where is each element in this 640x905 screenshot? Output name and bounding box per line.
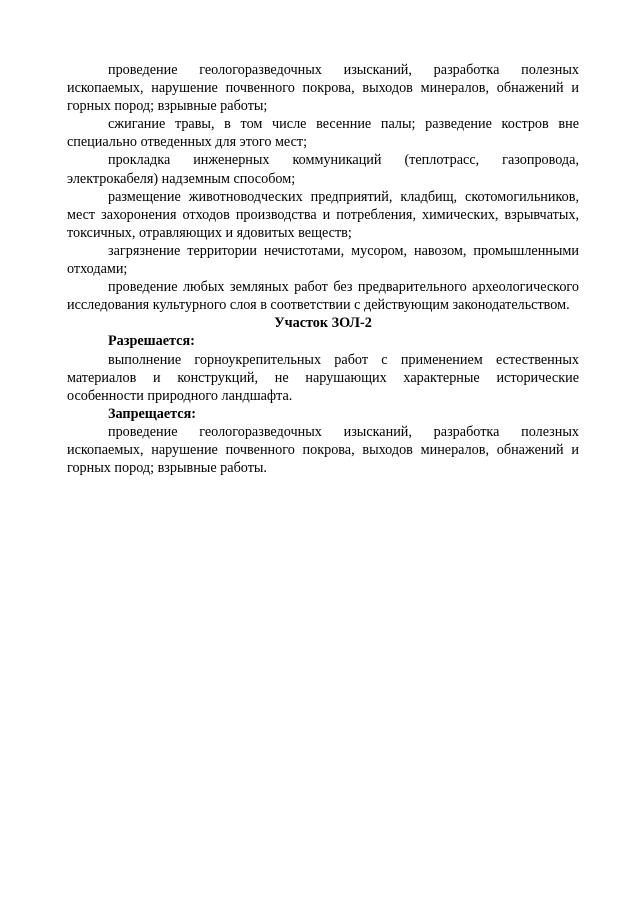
prohibition-pollution: загрязнение территории нечистотами, мусором, навозом, промышленными отходами; <box>67 242 579 278</box>
forbidden-heading: Запрещается: <box>108 405 196 422</box>
document-page <box>67 61 579 477</box>
prohibition-geology: проведение геологоразведочных изысканий, разработка полезных ископаемых, нарушение почвенного покрова, выходов минералов, обнажений и горных пород; взрывные работы; <box>67 62 579 115</box>
prohibition-facilities: размещение животноводческих предприятий, кладбищ, скотомогильников, мест захоронения отходов производства и потребления, химических, взрывчатых, токсичных, отравляющих и ядовитых веществ; <box>67 188 579 241</box>
allowed-heading: Разрешается: <box>108 333 195 350</box>
prohibition-burning: сжигание травы, в том числе весенние палы; разведение костров вне специально отведенных для этого мест; <box>67 116 579 151</box>
section-title: Участок ЗОЛ-2 <box>274 315 372 332</box>
prohibition-earthworks: проведение любых земляных работ без предварительного археологического исследования культурного слоя в соответствии с действующим законодательством. <box>67 279 579 314</box>
prohibition-utilities: прокладка инженерных коммуникаций (теплотрасс, газопровода, электрокабеля) надземным способом; <box>67 152 579 187</box>
forbidden-item: проведение геологоразведочных изысканий, разработка полезных ископаемых, нарушение почвенного покрова, выходов минералов, обнажений и горных пород; взрывные работы. <box>67 423 579 477</box>
allowed-item: выполнение горноукрепительных работ с применением естественных материалов и конструкций, не нарушающих характерные исторические особенности природного ландшафта. <box>67 351 579 404</box>
